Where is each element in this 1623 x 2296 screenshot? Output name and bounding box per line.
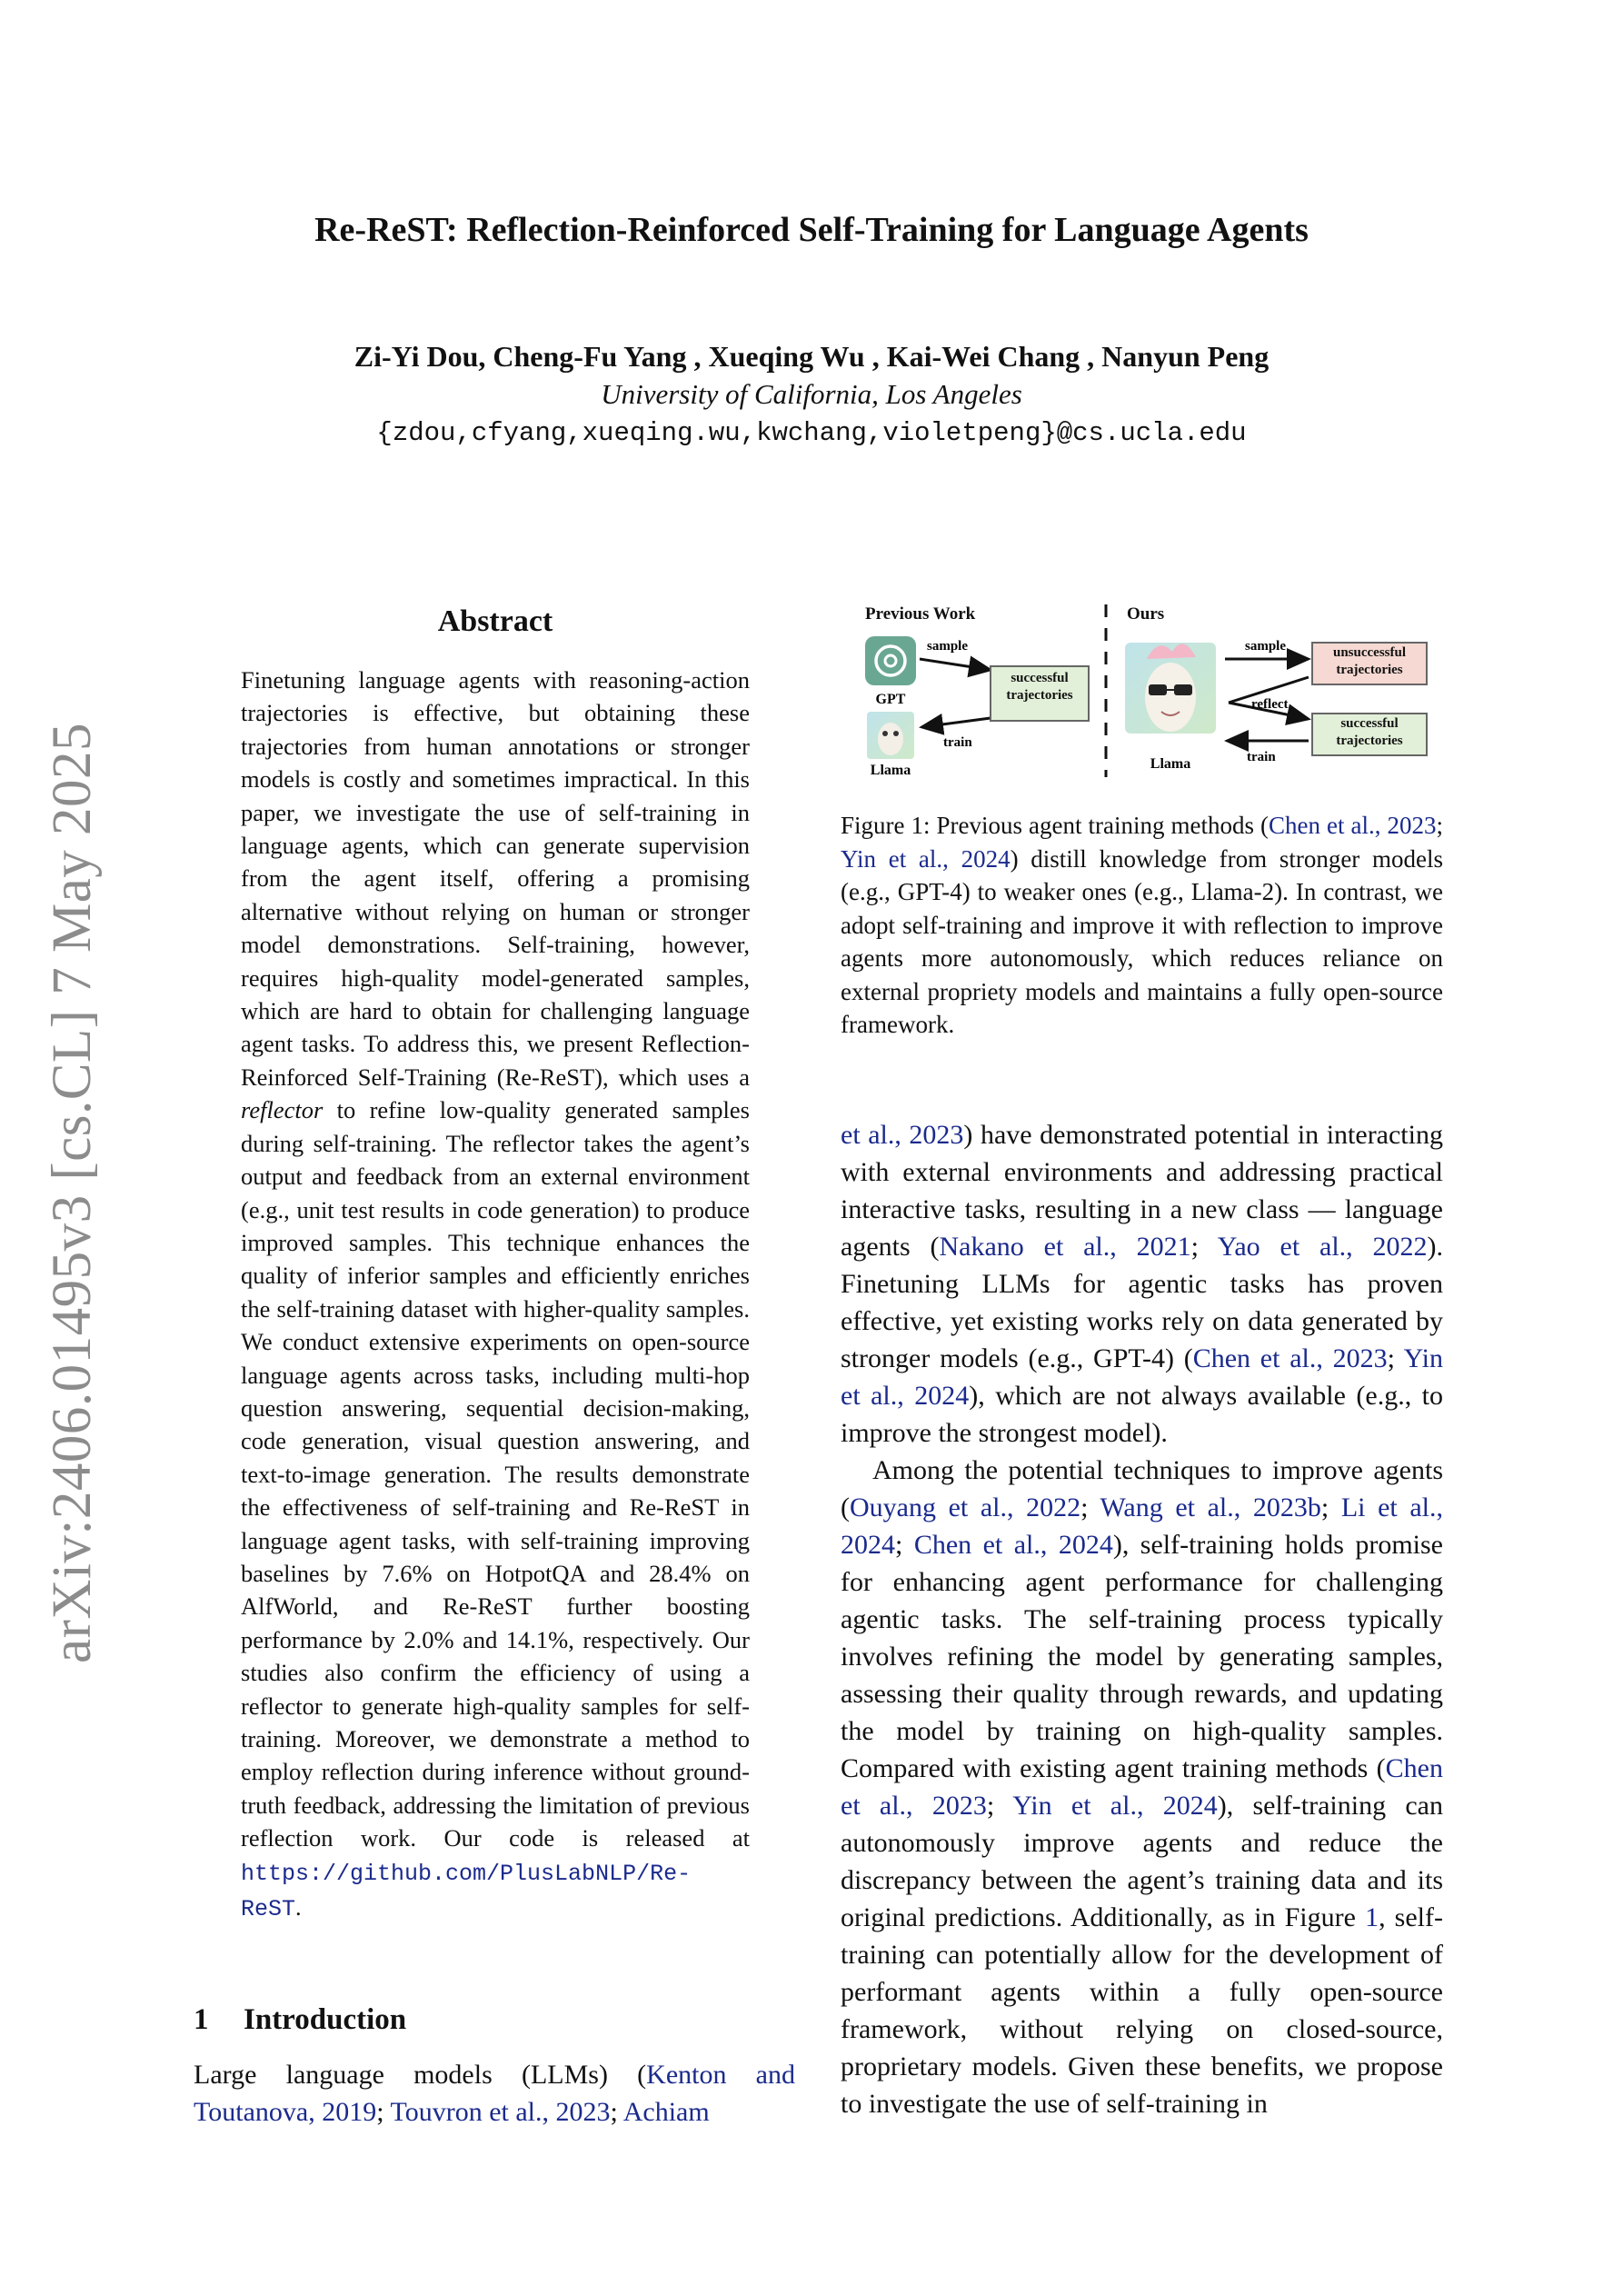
ours-label: Ours <box>1127 604 1165 624</box>
train-label-left: train <box>943 735 972 750</box>
citation-separator: ; <box>895 1530 914 1560</box>
llama-label-left: Llama <box>870 763 911 778</box>
paragraph-text: ), self-training holds promise for enhancing agent performance for challenging agentic tasks. The self-training process typically involves refining the model by generating samples, assessing their quality through rewards, and updating the model by training on high-quality samples. Compared with existing agent training methods ( <box>841 1530 1443 1783</box>
caption-text: ) distill knowledge from stronger models (e.g., GPT-4) to weaker ones (e.g., Llama-2). In contrast, we adopt self-training and improve it with reflection to improve agents more autonomously, which reduces reliance on external propriety models and maintains a fully open-source framework. <box>841 844 1443 1038</box>
figure-1-diagram <box>854 595 1445 782</box>
intro-paragraph-self-training <box>841 1452 1443 2122</box>
citation-separator: ; <box>1190 1232 1218 1262</box>
intro-paragraph-continued <box>841 1116 1443 1452</box>
paragraph-text: Among the potential techniques to improve agents ( <box>841 1455 1443 1522</box>
abstract-heading: Abstract <box>437 604 553 638</box>
abstract-text-part-2: to refine low-quality generated samples during self-training. The reflector takes the agent’s output and feedback from an external environment (e.g., unit test results in code generation) to produce improved samples. This technique enhances the quality of inferior samples and efficiently enriches the self-training dataset with higher-quality samples. We conduct extensive experiments on open-source language agents across tasks, including multi-hop question answering, sequential decision-making, code generation, visual question answering, and text-to-image generation. The results demonstrate the effectiveness of self-training and Re-ReST in language agent tasks, with self-training improving baselines by 7.6% on HotpotQA and 28.4% on AlfWorld, and Re-ReST further boosting performance by 2.0% and 14.1%, respectively. Our studies also confirm the efficiency of using a reflector to generate high-quality samples for self-training. Moreover, we demonstrate a method to employ reflection during inference without ground-truth feedback, addressing the limitation of previous reflection work. Our code is released at <box>241 1096 750 1852</box>
figure-reference-link[interactable]: 1 <box>1365 1902 1379 1932</box>
reflect-label: reflect <box>1251 697 1289 712</box>
citation-separator: ; <box>1436 812 1443 839</box>
train-label-right: train <box>1247 750 1276 764</box>
figure-1-caption <box>841 809 1443 1042</box>
code-link[interactable]: https://github.com/PlusLabNLP/Re-ReST <box>241 1860 692 1923</box>
citation-link[interactable]: Chen et al., 2023 <box>841 1753 1443 1821</box>
previous-work-label: Previous Work <box>865 604 976 624</box>
abstract-text-end: . <box>295 1893 302 1922</box>
citation-separator: ; <box>1387 1343 1404 1373</box>
citation-link[interactable]: Li et al., 2024 <box>841 1492 1444 1560</box>
citation-link[interactable]: Kenton and Toutanova, 2019 <box>194 2060 795 2127</box>
gpt-icon <box>865 636 916 685</box>
paragraph-text: ). Finetuning LLMs for agentic tasks has proven effective, yet existing works rely on data generated by stronger models (e.g., GPT-4) ( <box>841 1232 1443 1373</box>
unsuccessful-trajectories-label: unsuccessful trajectories <box>1332 645 1407 677</box>
llama-label-right: Llama <box>1150 756 1191 772</box>
citation-link[interactable]: Chen et al., 2024 <box>913 1530 1113 1560</box>
abstract-body <box>241 664 750 1926</box>
affiliation: University of California, Los Angeles <box>601 378 1022 410</box>
successful-trajectories-label-right: successful trajectories <box>1336 716 1403 748</box>
citation-separator: ; <box>610 2097 623 2127</box>
paragraph-text: ) have demonstrated potential in interacting with external environments and addressing practical interactive tasks, resulting in a new class — language agents ( <box>841 1120 1443 1262</box>
sample-label-right: sample <box>1245 639 1286 654</box>
paragraph-text: ), which are not always available (e.g., to improve the strongest model). <box>841 1381 1443 1448</box>
abstract-text-part-1: Finetuning language agents with reasoning-action trajectories is effective, but obtaining these trajectories from human annotations or stronger models is costly and sometimes impractical. In this paper, we investigate the use of self-training in language agents, which can generate supervision from the agent itself, offering a promising alternative without relying on human or stronger model demonstrations. Self-training, however, requires high-quality model-generated samples, which are hard to obtain for challenging language agent tasks. To address this, we present Reflection-Reinforced Self-Training (Re-ReST), which uses a <box>241 666 750 1091</box>
section-heading-introduction <box>194 2000 406 2040</box>
citation-link[interactable]: Yin et al., 2024 <box>1012 1791 1218 1821</box>
author-list: Zi-Yi Dou, Cheng-Fu Yang , Xueqing Wu , Kai-Wei Chang , Nanyun Peng <box>353 340 1270 373</box>
paragraph-text: , self-training can potentially allow for the development of performant agents within a fully open-source framework, without relying on closed-source, proprietary models. Given these benefits, we propose to investigate the use of self-training in <box>841 1902 1443 2119</box>
intro-text: Large language models (LLMs) ( <box>194 2060 647 2090</box>
citation-link[interactable]: Ouyang et al., 2022 <box>850 1492 1081 1522</box>
section-title: Introduction <box>244 2003 407 2036</box>
llama-icon-large <box>1125 643 1216 734</box>
successful-trajectories-label-left: successful trajectories <box>1006 671 1073 703</box>
citation-separator: ; <box>1080 1492 1100 1522</box>
citation-separator: ; <box>1320 1492 1341 1522</box>
citation-link[interactable]: et al., 2023 <box>841 1120 964 1150</box>
citation-link[interactable]: Achiam <box>622 2097 710 2127</box>
citation-link[interactable]: Chen et al., 2023 <box>1268 812 1437 839</box>
intro-paragraph <box>194 2056 795 2131</box>
author-emails: {zdou,cfyang,xueqing.wu,kwchang,violetpeng}@cs.ucla.edu <box>376 418 1247 448</box>
citation-link[interactable]: Yin et al., 2024 <box>841 1343 1443 1411</box>
gpt-label: GPT <box>875 692 906 707</box>
sample-arrow-left <box>920 659 991 670</box>
section-number: 1 <box>194 2003 209 2036</box>
citation-link[interactable]: Chen et al., 2023 <box>1192 1343 1388 1373</box>
paper-title: Re-ReST: Reflection-Reinforced Self-Training for Language Agents <box>314 211 1309 249</box>
citation-link[interactable]: Touvron et al., 2023 <box>390 2097 611 2127</box>
citation-separator: ; <box>376 2097 391 2127</box>
citation-link[interactable]: Wang et al., 2023b <box>1100 1492 1321 1522</box>
paragraph-text: ), self-training can autonomously improve agents and reduce the discrepancy between the agent’s training data and its original predictions. Additionally, as in Figure <box>841 1791 1443 1932</box>
abstract-reflector-term: reflector <box>241 1096 324 1124</box>
train-arrow-left <box>921 718 991 727</box>
sample-label-left: sample <box>927 639 968 654</box>
arxiv-identifier: arXiv:2406.01495v3 [cs.CL] 7 May 2025 <box>42 722 103 1663</box>
citation-link[interactable]: Yin et al., 2024 <box>841 844 1011 873</box>
llama-icon-small <box>867 712 914 759</box>
citation-link[interactable]: Nakano et al., 2021 <box>939 1232 1191 1262</box>
citation-link[interactable]: Yao et al., 2022 <box>1217 1232 1428 1262</box>
citation-separator: ; <box>986 1791 1013 1821</box>
caption-text: Figure 1: Previous agent training methods ( <box>841 812 1269 839</box>
